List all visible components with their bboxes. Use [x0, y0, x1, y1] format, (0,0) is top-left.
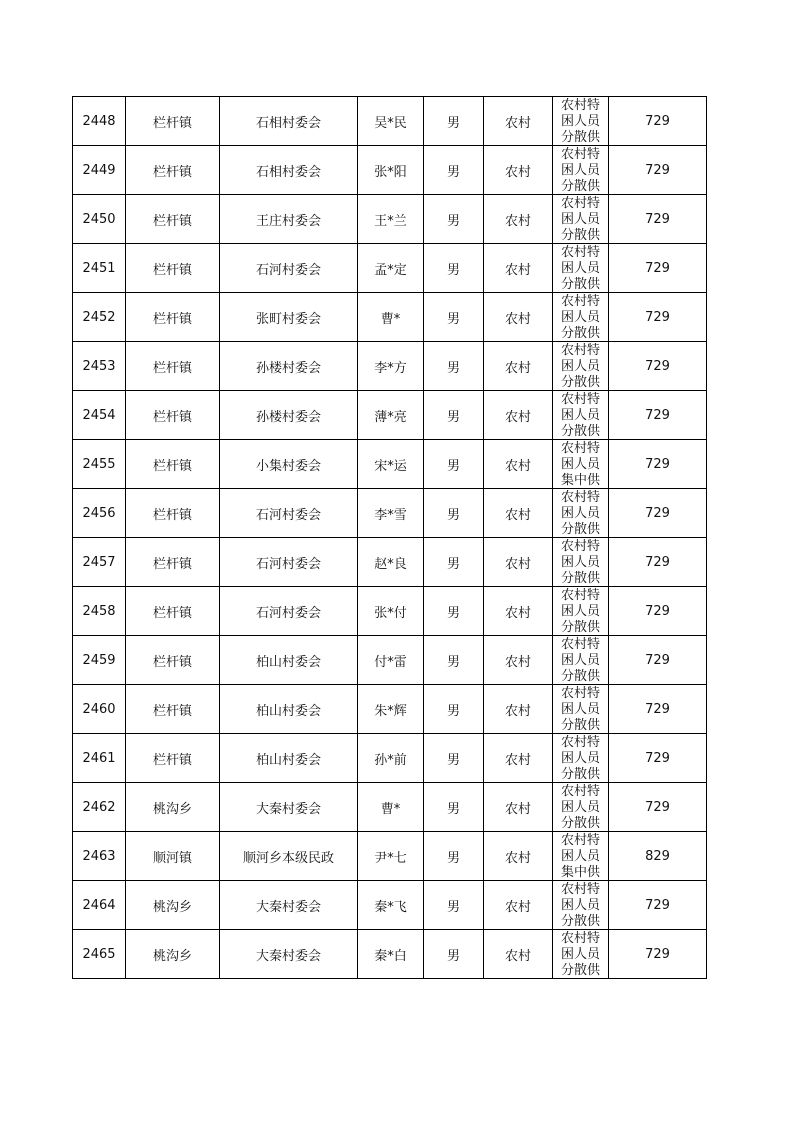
- category-line: 困人员: [560, 702, 600, 717]
- gender-cell: 男: [424, 391, 484, 440]
- category-line: 集中供: [560, 473, 600, 488]
- area-type-cell: 农村: [484, 587, 553, 636]
- amount-cell: 729: [609, 783, 707, 832]
- village-committee-cell: 王庄村委会: [220, 195, 358, 244]
- area-type-cell: 农村: [484, 685, 553, 734]
- amount-cell: 729: [609, 734, 707, 783]
- area-type-cell: 农村: [484, 783, 553, 832]
- table-row: [73, 587, 707, 636]
- category-cell: [553, 881, 609, 930]
- amount-cell: 729: [609, 440, 707, 489]
- table-row: [73, 146, 707, 195]
- amount-cell: 729: [609, 342, 707, 391]
- category-line: 分散供: [560, 571, 600, 586]
- category-line: 农村特: [560, 882, 600, 897]
- category-line: 困人员: [560, 359, 600, 374]
- gender-cell: 男: [424, 97, 484, 146]
- category-cell: [553, 97, 609, 146]
- area-type-cell: 农村: [484, 636, 553, 685]
- category-line: 农村特: [560, 637, 600, 652]
- category-line: 困人员: [560, 604, 600, 619]
- recipient-name-cell: 王*兰: [358, 195, 424, 244]
- amount-cell: 729: [609, 244, 707, 293]
- gender-cell: 男: [424, 538, 484, 587]
- category-cell: [553, 832, 609, 881]
- area-type-cell: 农村: [484, 734, 553, 783]
- row-number-cell: 2449: [73, 146, 126, 195]
- recipient-name-cell: 秦*白: [358, 930, 424, 979]
- town-cell: 顺河镇: [126, 832, 220, 881]
- amount-cell: 729: [609, 146, 707, 195]
- category-text: [553, 734, 608, 782]
- village-committee-cell: 大秦村委会: [220, 881, 358, 930]
- town-cell: 栏杆镇: [126, 293, 220, 342]
- category-cell: [553, 636, 609, 685]
- category-line: 困人员: [560, 800, 600, 815]
- category-text: [553, 685, 608, 733]
- village-committee-cell: 张町村委会: [220, 293, 358, 342]
- category-cell: [553, 146, 609, 195]
- category-text: [553, 930, 608, 978]
- gender-cell: 男: [424, 685, 484, 734]
- table-row: [73, 783, 707, 832]
- row-number-cell: 2456: [73, 489, 126, 538]
- gender-cell: 男: [424, 146, 484, 195]
- amount-cell: 729: [609, 881, 707, 930]
- table-row: [73, 97, 707, 146]
- amount-cell: 729: [609, 97, 707, 146]
- table-row: [73, 734, 707, 783]
- village-committee-cell: 石河村委会: [220, 489, 358, 538]
- row-number-cell: 2464: [73, 881, 126, 930]
- category-line: 农村特: [560, 98, 600, 113]
- category-text: [553, 587, 608, 635]
- row-number-cell: 2463: [73, 832, 126, 881]
- category-line: 农村特: [560, 245, 600, 260]
- category-line: 农村特: [560, 392, 600, 407]
- category-cell: [553, 440, 609, 489]
- village-committee-cell: 顺河乡本级民政: [220, 832, 358, 881]
- category-line: 农村特: [560, 196, 600, 211]
- gender-cell: 男: [424, 734, 484, 783]
- amount-cell: 729: [609, 587, 707, 636]
- category-text: [553, 636, 608, 684]
- town-cell: 栏杆镇: [126, 489, 220, 538]
- row-number-cell: 2455: [73, 440, 126, 489]
- category-cell: [553, 293, 609, 342]
- category-text: [553, 146, 608, 194]
- category-line: 困人员: [560, 506, 600, 521]
- category-cell: [553, 587, 609, 636]
- area-type-cell: 农村: [484, 293, 553, 342]
- category-line: 困人员: [560, 114, 600, 129]
- category-line: 农村特: [560, 539, 600, 554]
- table-row: [73, 538, 707, 587]
- row-number-cell: 2459: [73, 636, 126, 685]
- row-number-cell: 2462: [73, 783, 126, 832]
- village-committee-cell: 孙楼村委会: [220, 342, 358, 391]
- village-committee-cell: 大秦村委会: [220, 783, 358, 832]
- area-type-cell: 农村: [484, 391, 553, 440]
- recipient-name-cell: 尹*七: [358, 832, 424, 881]
- recipient-name-cell: 曹*: [358, 783, 424, 832]
- amount-cell: 729: [609, 489, 707, 538]
- category-line: 困人员: [560, 457, 600, 472]
- town-cell: 栏杆镇: [126, 685, 220, 734]
- category-cell: [553, 538, 609, 587]
- category-text: [553, 195, 608, 243]
- row-number-cell: 2458: [73, 587, 126, 636]
- town-cell: 栏杆镇: [126, 342, 220, 391]
- row-number-cell: 2451: [73, 244, 126, 293]
- amount-cell: 729: [609, 930, 707, 979]
- town-cell: 栏杆镇: [126, 440, 220, 489]
- category-line: 农村特: [560, 735, 600, 750]
- row-number-cell: 2454: [73, 391, 126, 440]
- category-line: 分散供: [560, 277, 600, 292]
- recipient-name-cell: 付*雷: [358, 636, 424, 685]
- row-number-cell: 2465: [73, 930, 126, 979]
- row-number-cell: 2450: [73, 195, 126, 244]
- town-cell: 栏杆镇: [126, 244, 220, 293]
- category-line: 分散供: [560, 326, 600, 341]
- town-cell: 桃沟乡: [126, 783, 220, 832]
- town-cell: 桃沟乡: [126, 930, 220, 979]
- category-line: 农村特: [560, 784, 600, 799]
- category-cell: [553, 195, 609, 244]
- category-text: [553, 342, 608, 390]
- category-line: 困人员: [560, 212, 600, 227]
- town-cell: 栏杆镇: [126, 391, 220, 440]
- town-cell: 栏杆镇: [126, 636, 220, 685]
- town-cell: 栏杆镇: [126, 97, 220, 146]
- amount-cell: 729: [609, 195, 707, 244]
- row-number-cell: 2457: [73, 538, 126, 587]
- town-cell: 桃沟乡: [126, 881, 220, 930]
- town-cell: 栏杆镇: [126, 195, 220, 244]
- category-line: 困人员: [560, 653, 600, 668]
- recipient-name-cell: 孟*定: [358, 244, 424, 293]
- recipient-name-cell: 张*阳: [358, 146, 424, 195]
- category-line: 困人员: [560, 898, 600, 913]
- category-line: 分散供: [560, 522, 600, 537]
- town-cell: 栏杆镇: [126, 538, 220, 587]
- gender-cell: 男: [424, 293, 484, 342]
- gender-cell: 男: [424, 636, 484, 685]
- area-type-cell: 农村: [484, 930, 553, 979]
- category-line: 困人员: [560, 408, 600, 423]
- relief-recipient-table: [72, 96, 707, 979]
- area-type-cell: 农村: [484, 881, 553, 930]
- village-committee-cell: 石河村委会: [220, 587, 358, 636]
- row-number-cell: 2452: [73, 293, 126, 342]
- town-cell: 栏杆镇: [126, 146, 220, 195]
- area-type-cell: 农村: [484, 440, 553, 489]
- recipient-name-cell: 曹*: [358, 293, 424, 342]
- category-line: 农村特: [560, 294, 600, 309]
- gender-cell: 男: [424, 440, 484, 489]
- category-line: 分散供: [560, 375, 600, 390]
- recipient-name-cell: 李*雪: [358, 489, 424, 538]
- category-line: 分散供: [560, 620, 600, 635]
- category-line: 分散供: [560, 424, 600, 439]
- category-line: 困人员: [560, 947, 600, 962]
- village-committee-cell: 柏山村委会: [220, 636, 358, 685]
- town-cell: 栏杆镇: [126, 734, 220, 783]
- table-row: [73, 391, 707, 440]
- category-line: 困人员: [560, 163, 600, 178]
- amount-cell: 729: [609, 636, 707, 685]
- amount-cell: 729: [609, 538, 707, 587]
- recipient-name-cell: 吴*民: [358, 97, 424, 146]
- table-row: [73, 293, 707, 342]
- table-row: [73, 244, 707, 293]
- gender-cell: 男: [424, 489, 484, 538]
- row-number-cell: 2448: [73, 97, 126, 146]
- area-type-cell: 农村: [484, 97, 553, 146]
- category-cell: [553, 930, 609, 979]
- category-line: 农村特: [560, 147, 600, 162]
- recipient-name-cell: 朱*辉: [358, 685, 424, 734]
- village-committee-cell: 小集村委会: [220, 440, 358, 489]
- category-line: 分散供: [560, 914, 600, 929]
- category-line: 农村特: [560, 441, 600, 456]
- area-type-cell: 农村: [484, 489, 553, 538]
- gender-cell: 男: [424, 342, 484, 391]
- category-line: 分散供: [560, 179, 600, 194]
- row-number-cell: 2460: [73, 685, 126, 734]
- gender-cell: 男: [424, 195, 484, 244]
- village-committee-cell: 石相村委会: [220, 146, 358, 195]
- recipient-name-cell: 李*方: [358, 342, 424, 391]
- category-text: [553, 783, 608, 831]
- village-committee-cell: 柏山村委会: [220, 734, 358, 783]
- category-line: 农村特: [560, 588, 600, 603]
- table-row: [73, 930, 707, 979]
- category-line: 困人员: [560, 310, 600, 325]
- area-type-cell: 农村: [484, 195, 553, 244]
- category-cell: [553, 391, 609, 440]
- table-row: [73, 342, 707, 391]
- recipient-name-cell: 张*付: [358, 587, 424, 636]
- category-text: [553, 391, 608, 439]
- category-line: 分散供: [560, 718, 600, 733]
- table-row: [73, 685, 707, 734]
- table-row: [73, 832, 707, 881]
- category-text: [553, 881, 608, 929]
- category-text: [553, 293, 608, 341]
- area-type-cell: 农村: [484, 146, 553, 195]
- village-committee-cell: 孙楼村委会: [220, 391, 358, 440]
- village-committee-cell: 大秦村委会: [220, 930, 358, 979]
- amount-cell: 729: [609, 685, 707, 734]
- category-line: 分散供: [560, 228, 600, 243]
- category-line: 分散供: [560, 816, 600, 831]
- amount-cell: 729: [609, 391, 707, 440]
- category-line: 集中供: [560, 865, 600, 880]
- category-text: [553, 538, 608, 586]
- category-cell: [553, 244, 609, 293]
- category-line: 分散供: [560, 669, 600, 684]
- category-line: 分散供: [560, 767, 600, 782]
- category-line: 分散供: [560, 963, 600, 978]
- category-line: 农村特: [560, 490, 600, 505]
- category-cell: [553, 783, 609, 832]
- gender-cell: 男: [424, 783, 484, 832]
- recipient-name-cell: 赵*良: [358, 538, 424, 587]
- recipient-name-cell: 秦*飞: [358, 881, 424, 930]
- village-committee-cell: 石相村委会: [220, 97, 358, 146]
- category-line: 困人员: [560, 849, 600, 864]
- village-committee-cell: 石河村委会: [220, 538, 358, 587]
- recipient-name-cell: 孙*前: [358, 734, 424, 783]
- table-row: [73, 195, 707, 244]
- gender-cell: 男: [424, 930, 484, 979]
- category-line: 分散供: [560, 130, 600, 145]
- row-number-cell: 2453: [73, 342, 126, 391]
- category-cell: [553, 734, 609, 783]
- category-cell: [553, 342, 609, 391]
- row-number-cell: 2461: [73, 734, 126, 783]
- table-row: [73, 489, 707, 538]
- table-row: [73, 636, 707, 685]
- table-row: [73, 440, 707, 489]
- recipient-name-cell: 宋*运: [358, 440, 424, 489]
- category-line: 困人员: [560, 751, 600, 766]
- area-type-cell: 农村: [484, 342, 553, 391]
- category-line: 困人员: [560, 261, 600, 276]
- gender-cell: 男: [424, 832, 484, 881]
- category-text: [553, 440, 608, 488]
- table-row: [73, 881, 707, 930]
- town-cell: 栏杆镇: [126, 587, 220, 636]
- area-type-cell: 农村: [484, 832, 553, 881]
- recipient-name-cell: 薄*亮: [358, 391, 424, 440]
- category-line: 困人员: [560, 555, 600, 570]
- category-line: 农村特: [560, 343, 600, 358]
- category-cell: [553, 489, 609, 538]
- area-type-cell: 农村: [484, 538, 553, 587]
- category-text: [553, 97, 608, 145]
- gender-cell: 男: [424, 587, 484, 636]
- area-type-cell: 农村: [484, 244, 553, 293]
- gender-cell: 男: [424, 881, 484, 930]
- category-text: [553, 832, 608, 880]
- category-line: 农村特: [560, 833, 600, 848]
- gender-cell: 男: [424, 244, 484, 293]
- amount-cell: 729: [609, 293, 707, 342]
- category-text: [553, 489, 608, 537]
- category-line: 农村特: [560, 931, 600, 946]
- category-text: [553, 244, 608, 292]
- category-cell: [553, 685, 609, 734]
- amount-cell: 829: [609, 832, 707, 881]
- category-line: 农村特: [560, 686, 600, 701]
- village-committee-cell: 柏山村委会: [220, 685, 358, 734]
- village-committee-cell: 石河村委会: [220, 244, 358, 293]
